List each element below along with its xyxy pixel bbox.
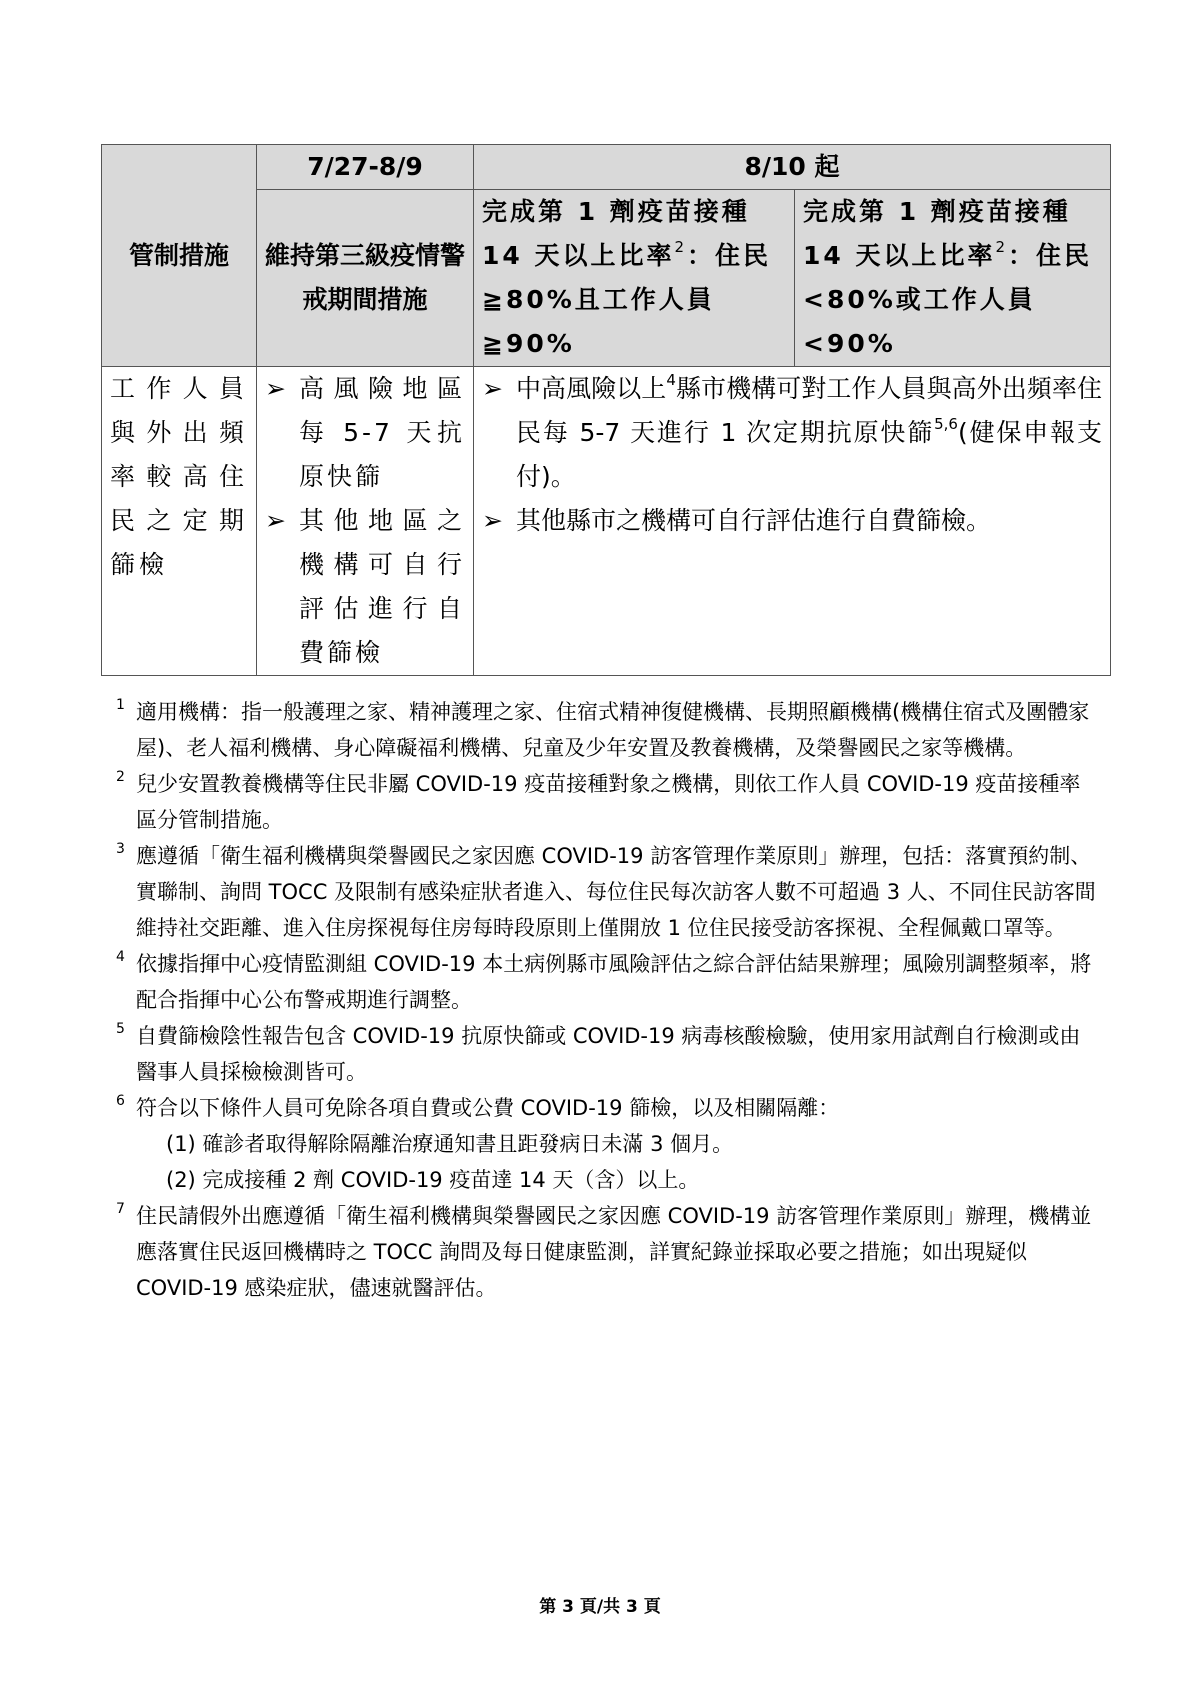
list-item	[482, 367, 1102, 499]
list-item	[265, 499, 465, 675]
period1-date-cell	[257, 145, 474, 190]
list-item	[265, 367, 465, 499]
period2-date: 8/10 起	[744, 152, 840, 181]
footnote-text: 應遵循「衛生福利機構與榮譽國民之家因應 COVID-19 訪客管理作業原則」辦理，包括：落實預約制、實聯制、詢問 TOCC 及限制有感染症狀者進入、每位住民每次訪客人數不可超過 3 人、不同住民訪客間維持社交距離、進入住房探視每住房每時段原則上僅開放 1 位住民接受訪客探視、全程佩戴口罩等。	[136, 844, 1096, 940]
footnote-2	[116, 766, 1096, 838]
footnote-number: 3	[116, 841, 125, 857]
row-measure: 工作人員與外出頻率較高住民之定期篩檢	[110, 374, 248, 579]
list-item	[482, 499, 1102, 543]
period2-bullet-2: 其他縣市之機構可自行評估進行自費篩檢。	[516, 506, 992, 535]
arrow-bullet-icon: ➢	[265, 374, 286, 403]
table-header-row-1	[102, 145, 1111, 190]
period2-measures-cell	[474, 367, 1111, 676]
footnotes	[116, 694, 1096, 1306]
footnote-text: 住民請假外出應遵循「衛生福利機構與榮譽國民之家因應 COVID-19 訪客管理作業原則」辦理，機構並應落實住民返回機構時之 TOCC 詢問及每日健康監測，詳實紀錄並採取必要之措施；如出現疑似 COVID-19 感染症狀，儘速就醫評估。	[136, 1204, 1092, 1300]
footnote-5	[116, 1018, 1096, 1090]
measure-header-cell	[102, 145, 257, 367]
period1-measures-cell	[257, 367, 474, 676]
footnote-text: 符合以下條件人員可免除各項自費或公費 COVID-19 篩檢，以及相關隔離：	[136, 1096, 840, 1120]
footnote-text: 依據指揮中心疫情監測組 COVID-19 本土病例縣市風險評估之綜合評估結果辦理；風險別調整頻率，將配合指揮中心公布警戒期進行調整。	[136, 952, 1092, 1012]
low-coverage-header-cell	[795, 190, 1111, 367]
high-coverage-condition: ：住民≧80%且工作人員≧90%	[482, 241, 772, 358]
arrow-bullet-icon: ➢	[265, 506, 286, 535]
footnote-6-item-1: (1) 確診者取得解除隔離治療通知書且距發病日未滿 3 個月。	[166, 1132, 734, 1156]
footnote-7	[116, 1198, 1096, 1306]
low-coverage-text: 完成第 1 劑疫苗接種 14 天以上比率	[803, 197, 1071, 270]
arrow-bullet-icon: ➢	[482, 374, 503, 403]
arrow-bullet-icon: ➢	[482, 506, 503, 535]
footnote-ref-5-6: 5,6	[934, 415, 958, 433]
period2-bullet-1b: 縣市機構可對工作人員與高外出頻率住民每 5-7 天進行 1 次定期抗原快篩	[516, 374, 1102, 447]
footnote-text: 適用機構：指一般護理之家、精神護理之家、住宿式精神復健機構、長期照顧機構(機構住宿式及團體家屋)、老人福利機構、身心障礙福利機構、兒童及少年安置及教養機構，及榮譽國民之家等機構。	[136, 700, 1090, 760]
footnote-number: 6	[116, 1093, 125, 1109]
footnote-1	[116, 694, 1096, 766]
page-number-footer: 第 3 頁/共 3 頁	[539, 1597, 661, 1617]
high-coverage-text: 完成第 1 劑疫苗接種 14 天以上比率	[482, 197, 750, 270]
high-coverage-footnote-ref: 2	[674, 238, 688, 256]
footnote-number: 4	[116, 949, 125, 965]
footnote-ref-4: 4	[666, 371, 676, 389]
period2-bullet-1c: (健保申報支付)。	[516, 418, 1102, 491]
period2-bullet-1a: 中高風險以上	[516, 374, 667, 403]
footnote-text: 自費篩檢陰性報告包含 COVID-19 抗原快篩或 COVID-19 病毒核酸檢驗，使用家用試劑自行檢測或由醫事人員採檢檢測皆可。	[136, 1024, 1081, 1084]
period2-date-cell	[474, 145, 1111, 190]
footnote-number: 2	[116, 769, 125, 785]
period1-sub-cell	[257, 190, 474, 367]
period1-bullet-2: 其他地區之機構可自行評估進行自費篩檢	[299, 506, 465, 667]
footnote-6-item-2: (2) 完成接種 2 劑 COVID-19 疫苗達 14 天（含）以上。	[166, 1168, 700, 1192]
low-coverage-condition: ：住民<80%或工作人員<90%	[803, 241, 1093, 358]
footnote-number: 1	[116, 697, 125, 713]
measure-header: 管制措施	[128, 240, 229, 270]
footnote-number: 7	[116, 1201, 125, 1217]
footnote-4	[116, 946, 1096, 1018]
low-coverage-footnote-ref: 2	[995, 238, 1009, 256]
row-measure-cell	[102, 367, 257, 676]
table-body-row	[102, 367, 1111, 676]
period1-sub: 維持第三級疫情警戒期間措施	[265, 241, 466, 314]
footnote-6	[116, 1090, 1096, 1198]
footnote-text: 兒少安置教養機構等住民非屬 COVID-19 疫苗接種對象之機構，則依工作人員 COVID-19 疫苗接種率區分管制措施。	[136, 772, 1081, 832]
period1-bullet-1: 高風險地區每 5-7 天抗原快篩	[299, 374, 465, 491]
high-coverage-header-cell	[474, 190, 795, 367]
footnote-3	[116, 838, 1096, 946]
control-measures-table	[101, 144, 1111, 676]
footnote-number: 5	[116, 1021, 125, 1037]
period1-date: 7/27-8/9	[307, 152, 423, 181]
